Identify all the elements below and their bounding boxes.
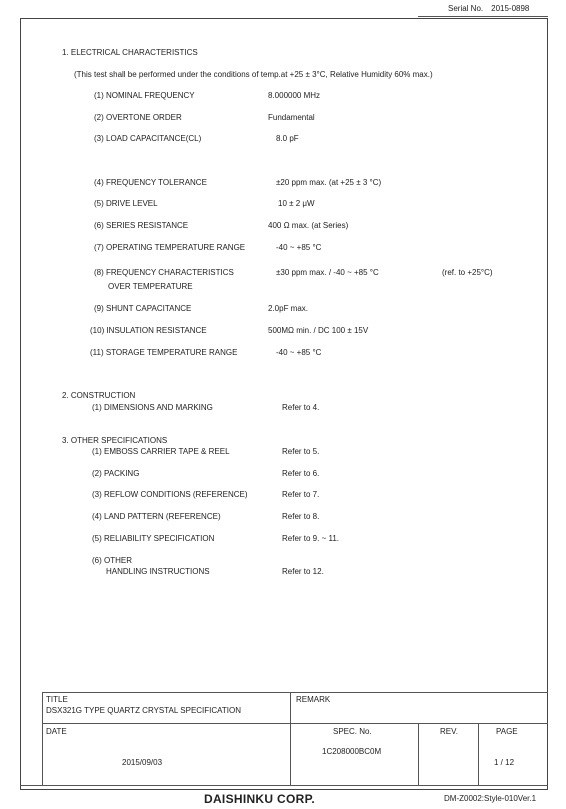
page-number: 1 / 12 xyxy=(494,758,515,767)
section-3-title: 3. OTHER SPECIFICATIONS xyxy=(62,436,168,445)
spec-row-value: 10 ± 2 μW xyxy=(278,199,315,208)
footer-middle-rule xyxy=(42,723,548,724)
spec-row-label: (1) EMBOSS CARRIER TAPE & REEL xyxy=(92,447,230,456)
spec-row-reference: (ref. to +25°C) xyxy=(442,268,493,277)
footer-divider xyxy=(418,723,419,785)
spec-row-value: Refer to 8. xyxy=(282,512,320,521)
spec-row-label: (2) OVERTONE ORDER xyxy=(94,113,182,122)
company-name: DAISHINKU CORP. xyxy=(204,792,315,806)
spec-row-label: (1) DIMENSIONS AND MARKING xyxy=(92,403,213,412)
form-code: DM-Z0002:Style-010Ver.1 xyxy=(444,794,537,803)
rev-label: REV. xyxy=(440,727,458,736)
remark-label: REMARK xyxy=(296,695,331,704)
spec-row-label: (3) REFLOW CONDITIONS (REFERENCE) xyxy=(92,490,248,499)
spec-row-label: (4) LAND PATTERN (REFERENCE) xyxy=(92,512,221,521)
date-label: DATE xyxy=(46,727,67,736)
serial-rule xyxy=(418,16,548,17)
spec-row-value: Refer to 12. xyxy=(282,567,324,576)
spec-row-label: (10) INSULATION RESISTANCE xyxy=(90,326,207,335)
footer-divider xyxy=(290,692,291,785)
spec-row-value: -40 ~ +85 °C xyxy=(276,243,322,252)
spec-row-value: 2.0pF max. xyxy=(268,304,309,313)
spec-row-label: (6) SERIES RESISTANCE xyxy=(94,221,189,230)
date-value: 2015/09/03 xyxy=(122,758,163,767)
spec-row-label-continued: HANDLING INSTRUCTIONS xyxy=(106,567,210,576)
spec-row-label: (6) OTHER xyxy=(92,556,132,565)
spec-row-value: ±20 ppm max. (at +25 ± 3 °C) xyxy=(276,178,382,187)
footer-top-rule xyxy=(42,692,548,693)
section-1-title: 1. ELECTRICAL CHARACTERISTICS xyxy=(62,48,198,57)
footer-left-rule xyxy=(42,692,43,785)
test-conditions-note: (This test shall be performed under the conditions of temp.at +25 ± 3°C, Relative Humidity 60% max.) xyxy=(74,70,433,79)
spec-row-value: 8.0 pF xyxy=(276,134,299,143)
title-label: TITLE xyxy=(46,695,68,704)
spec-row-label: (11) STORAGE TEMPERATURE RANGE xyxy=(90,348,238,357)
spec-row-label: (8) FREQUENCY CHARACTERISTICS xyxy=(94,268,234,277)
spec-row-value: -40 ~ +85 °C xyxy=(276,348,322,357)
serial-number xyxy=(448,4,537,13)
spec-row-label: (1) NOMINAL FREQUENCY xyxy=(94,91,195,100)
spec-row-label-continued: OVER TEMPERATURE xyxy=(108,282,193,291)
serial-label: Serial No. xyxy=(448,4,484,13)
spec-no-label: SPEC. No. xyxy=(333,727,372,736)
spec-row-value: Refer to 4. xyxy=(282,403,320,412)
footer-divider xyxy=(478,723,479,785)
spec-row-value: 8.000000 MHz xyxy=(268,91,321,100)
spec-row-label: (5) RELIABILITY SPECIFICATION xyxy=(92,534,215,543)
spec-row-value: Refer to 9. ~ 11. xyxy=(282,534,339,543)
page-label: PAGE xyxy=(496,727,518,736)
spec-row-label: (4) FREQUENCY TOLERANCE xyxy=(94,178,207,187)
spec-row-label: (9) SHUNT CAPACITANCE xyxy=(94,304,192,313)
spec-row-label: (3) LOAD CAPACITANCE(CL) xyxy=(94,134,202,143)
spec-row-label: (7) OPERATING TEMPERATURE RANGE xyxy=(94,243,246,252)
spec-row-value: Refer to 7. xyxy=(282,490,320,499)
footer-bottom-rule xyxy=(20,785,548,786)
spec-row-value: Refer to 6. xyxy=(282,469,320,478)
spec-row-label: (2) PACKING xyxy=(92,469,140,478)
spec-row-value: Fundamental xyxy=(268,113,315,122)
spec-no-value: 1C208000BC0M xyxy=(322,747,382,756)
section-2-title: 2. CONSTRUCTION xyxy=(62,391,136,400)
spec-row-value: 400 Ω max. (at Series) xyxy=(268,221,349,230)
spec-row-value: ±30 ppm max. / -40 ~ +85 °C xyxy=(276,268,379,277)
serial-value: 2015-0898 xyxy=(491,4,530,13)
document-title: DSX321G TYPE QUARTZ CRYSTAL SPECIFICATION xyxy=(46,706,242,715)
spec-row-label: (5) DRIVE LEVEL xyxy=(94,199,158,208)
spec-row-value: Refer to 5. xyxy=(282,447,320,456)
spec-row-value: 500MΩ min. / DC 100 ± 15V xyxy=(268,326,369,335)
